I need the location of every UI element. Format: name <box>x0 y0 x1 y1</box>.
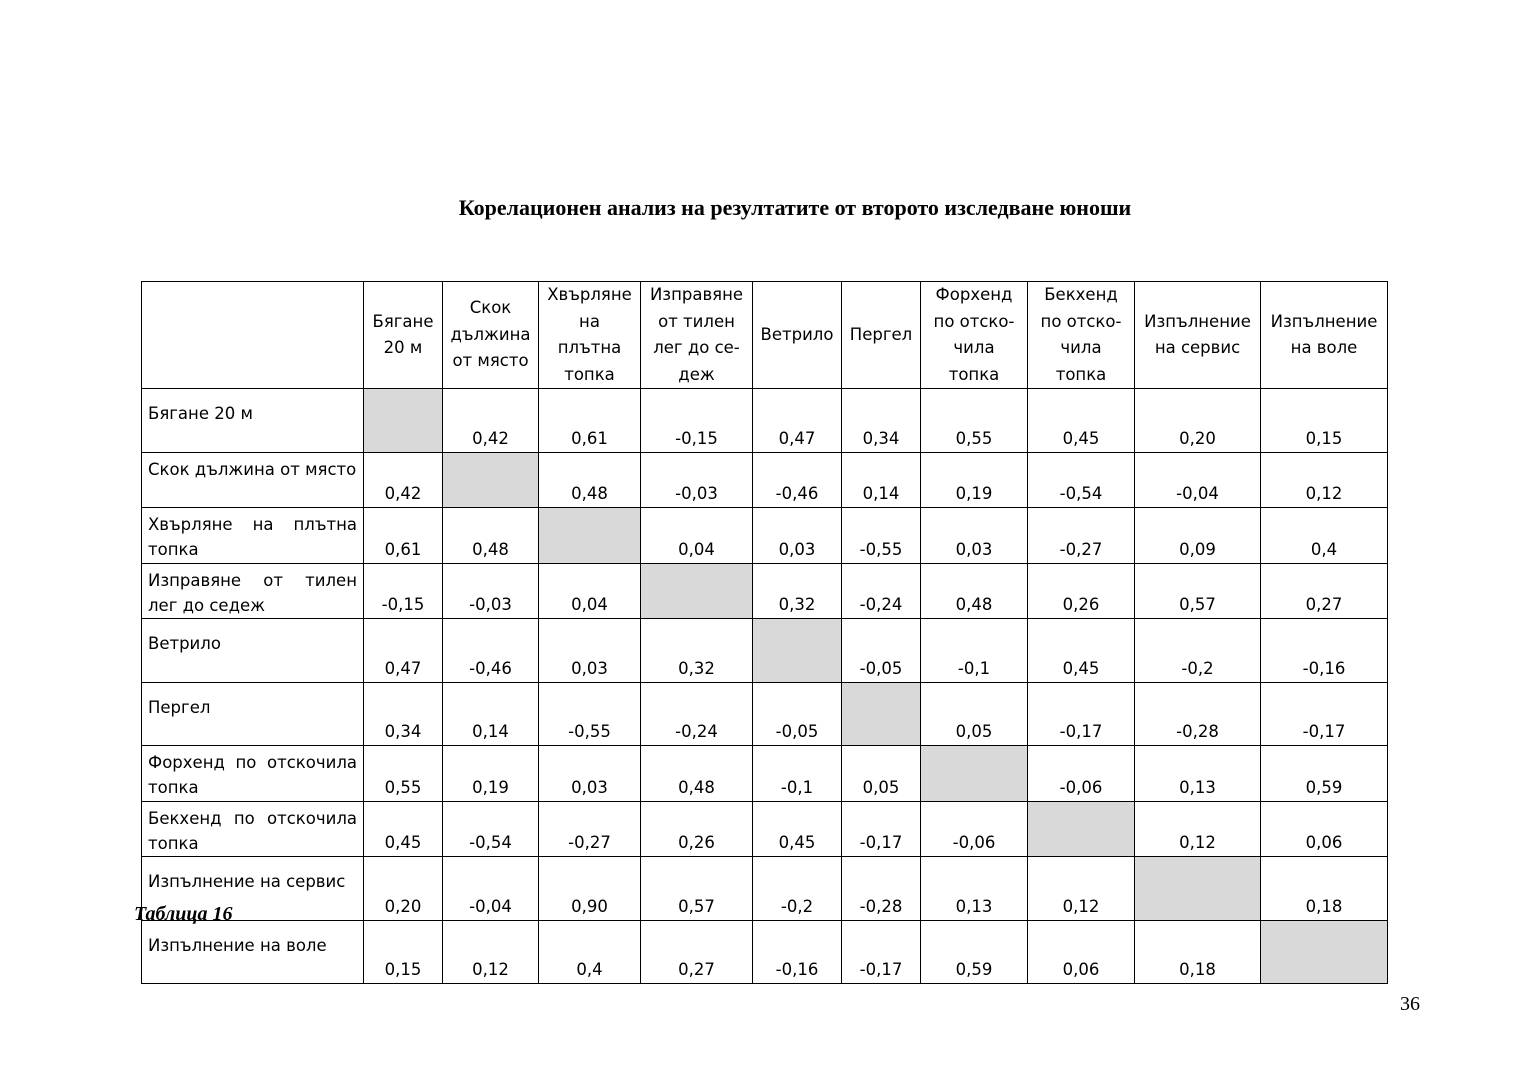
correlation-cell: 0,04 <box>641 508 753 564</box>
correlation-cell: 0,20 <box>1135 389 1261 453</box>
column-header: Изпълнение на воле <box>1261 282 1388 389</box>
correlation-cell: 0,20 <box>364 857 443 921</box>
correlation-cell: 0,34 <box>364 682 443 746</box>
column-header: Бекхенд по отско- чила топка <box>1028 282 1135 389</box>
correlation-cell: 0,19 <box>443 746 539 802</box>
correlation-cell: 0,32 <box>641 619 753 683</box>
table-row <box>142 801 1388 857</box>
correlation-cell: 0,4 <box>1261 508 1388 564</box>
correlation-cell: 0,48 <box>921 563 1028 619</box>
correlation-cell: -0,24 <box>641 682 753 746</box>
table-row <box>142 508 1388 564</box>
row-label: Бекхенд по отскочила топка <box>142 801 364 857</box>
row-label: Хвърляне на плътна топка <box>142 508 364 564</box>
table-row <box>142 389 1388 453</box>
column-header: Форхенд по отско- чила топка <box>921 282 1028 389</box>
correlation-cell: 0,45 <box>364 801 443 857</box>
correlation-cell: 0,03 <box>539 619 641 683</box>
row-label: Скок дължина от място <box>142 452 364 508</box>
correlation-cell: 0,45 <box>1028 619 1135 683</box>
correlation-cell: -0,16 <box>753 920 842 984</box>
correlation-cell: -0,54 <box>443 801 539 857</box>
correlation-cell: 0,06 <box>1261 801 1388 857</box>
correlation-cell: 0,4 <box>539 920 641 984</box>
correlation-cell: 0,55 <box>921 389 1028 453</box>
correlation-cell: -0,1 <box>921 619 1028 683</box>
correlation-cell: 0,03 <box>921 508 1028 564</box>
correlation-cell: -0,55 <box>842 508 921 564</box>
correlation-cell: -0,04 <box>443 857 539 921</box>
correlation-cell: 0,18 <box>1135 920 1261 984</box>
correlation-cell: -0,17 <box>842 801 921 857</box>
correlation-cell: 0,15 <box>1261 389 1388 453</box>
correlation-cell: 0,26 <box>1028 563 1135 619</box>
table-title: Корелационен анализ на резултатите от второто изследване юноши <box>458 195 1132 220</box>
correlation-cell: -0,17 <box>842 920 921 984</box>
row-label: Изправяне от тилен лег до седеж <box>142 563 364 619</box>
table-row <box>142 563 1388 619</box>
correlation-cell: 0,61 <box>364 508 443 564</box>
correlation-cell: 0,48 <box>443 508 539 564</box>
diagonal-cell <box>1028 801 1135 857</box>
correlation-cell: -0,28 <box>842 857 921 921</box>
table-row <box>142 452 1388 508</box>
correlation-cell: 0,59 <box>921 920 1028 984</box>
correlation-table <box>141 281 1388 984</box>
correlation-cell: -0,05 <box>753 682 842 746</box>
correlation-cell: -0,15 <box>364 563 443 619</box>
correlation-cell: 0,18 <box>1261 857 1388 921</box>
column-header: Ветрило <box>753 282 842 389</box>
correlation-cell: 0,48 <box>539 452 641 508</box>
correlation-cell: -0,03 <box>443 563 539 619</box>
table-row <box>142 619 1388 683</box>
table-caption: Таблица 16 <box>134 903 233 925</box>
correlation-cell: 0,15 <box>364 920 443 984</box>
correlation-cell: 0,26 <box>641 801 753 857</box>
row-label: Изпълнение на воле <box>142 920 364 984</box>
correlation-cell: -0,2 <box>1135 619 1261 683</box>
diagonal-cell <box>842 682 921 746</box>
table-row <box>142 857 1388 921</box>
diagonal-cell <box>1135 857 1261 921</box>
correlation-cell: 0,27 <box>1261 563 1388 619</box>
column-header: Скок дължина от място <box>443 282 539 389</box>
correlation-cell: 0,12 <box>1135 801 1261 857</box>
table-row <box>142 920 1388 984</box>
correlation-cell: 0,06 <box>1028 920 1135 984</box>
correlation-cell: -0,24 <box>842 563 921 619</box>
correlation-cell: 0,03 <box>539 746 641 802</box>
correlation-cell: 0,12 <box>443 920 539 984</box>
correlation-cell: 0,45 <box>753 801 842 857</box>
correlation-cell: 0,42 <box>364 452 443 508</box>
correlation-cell: 0,57 <box>641 857 753 921</box>
column-header: Пергел <box>842 282 921 389</box>
correlation-cell: -0,46 <box>443 619 539 683</box>
header-row <box>142 282 1388 389</box>
correlation-cell: 0,45 <box>1028 389 1135 453</box>
correlation-cell: -0,27 <box>1028 508 1135 564</box>
correlation-cell: 0,13 <box>921 857 1028 921</box>
correlation-cell: 0,14 <box>443 682 539 746</box>
diagonal-cell <box>753 619 842 683</box>
correlation-cell: -0,05 <box>842 619 921 683</box>
column-header: Изпълнение на сервис <box>1135 282 1261 389</box>
correlation-cell: -0,03 <box>641 452 753 508</box>
correlation-cell: 0,48 <box>641 746 753 802</box>
correlation-cell: 0,47 <box>753 389 842 453</box>
correlation-cell: 0,04 <box>539 563 641 619</box>
correlation-cell: 0,09 <box>1135 508 1261 564</box>
correlation-cell: 0,34 <box>842 389 921 453</box>
diagonal-cell <box>539 508 641 564</box>
column-header: Бягане 20 м <box>364 282 443 389</box>
correlation-cell: 0,57 <box>1135 563 1261 619</box>
row-label: Форхенд по отскочила топка <box>142 746 364 802</box>
row-label: Пергел <box>142 682 364 746</box>
correlation-cell: 0,19 <box>921 452 1028 508</box>
row-label: Ветрило <box>142 619 364 683</box>
diagonal-cell <box>921 746 1028 802</box>
diagonal-cell <box>364 389 443 453</box>
correlation-cell: 0,27 <box>641 920 753 984</box>
correlation-cell: -0,54 <box>1028 452 1135 508</box>
correlation-cell: -0,27 <box>539 801 641 857</box>
correlation-cell: -0,17 <box>1028 682 1135 746</box>
header-corner <box>142 282 364 389</box>
column-header: Хвърляне на плътна топка <box>539 282 641 389</box>
diagonal-cell <box>443 452 539 508</box>
correlation-cell: -0,17 <box>1261 682 1388 746</box>
correlation-cell: -0,55 <box>539 682 641 746</box>
correlation-cell: 0,05 <box>921 682 1028 746</box>
page-number: 36 <box>1400 993 1420 1015</box>
diagonal-cell <box>641 563 753 619</box>
correlation-cell: 0,47 <box>364 619 443 683</box>
correlation-cell: 0,03 <box>753 508 842 564</box>
table-row <box>142 746 1388 802</box>
correlation-cell: 0,59 <box>1261 746 1388 802</box>
correlation-cell: 0,32 <box>753 563 842 619</box>
correlation-cell: 0,12 <box>1028 857 1135 921</box>
correlation-cell: 0,90 <box>539 857 641 921</box>
correlation-cell: -0,06 <box>1028 746 1135 802</box>
diagonal-cell <box>1261 920 1388 984</box>
correlation-cell: 0,55 <box>364 746 443 802</box>
correlation-cell: -0,28 <box>1135 682 1261 746</box>
correlation-cell: -0,06 <box>921 801 1028 857</box>
correlation-cell: 0,42 <box>443 389 539 453</box>
column-header: Изправяне от тилен лег до се- деж <box>641 282 753 389</box>
correlation-cell: -0,46 <box>753 452 842 508</box>
correlation-cell: 0,05 <box>842 746 921 802</box>
row-label: Изпълнение на сервис <box>142 857 364 921</box>
correlation-cell: 0,12 <box>1261 452 1388 508</box>
correlation-cell: 0,13 <box>1135 746 1261 802</box>
correlation-cell: -0,16 <box>1261 619 1388 683</box>
correlation-cell: 0,14 <box>842 452 921 508</box>
correlation-cell: -0,04 <box>1135 452 1261 508</box>
row-label: Бягане 20 м <box>142 389 364 453</box>
correlation-cell: -0,15 <box>641 389 753 453</box>
correlation-cell: -0,2 <box>753 857 842 921</box>
correlation-cell: -0,1 <box>753 746 842 802</box>
correlation-cell: 0,61 <box>539 389 641 453</box>
table-row <box>142 682 1388 746</box>
